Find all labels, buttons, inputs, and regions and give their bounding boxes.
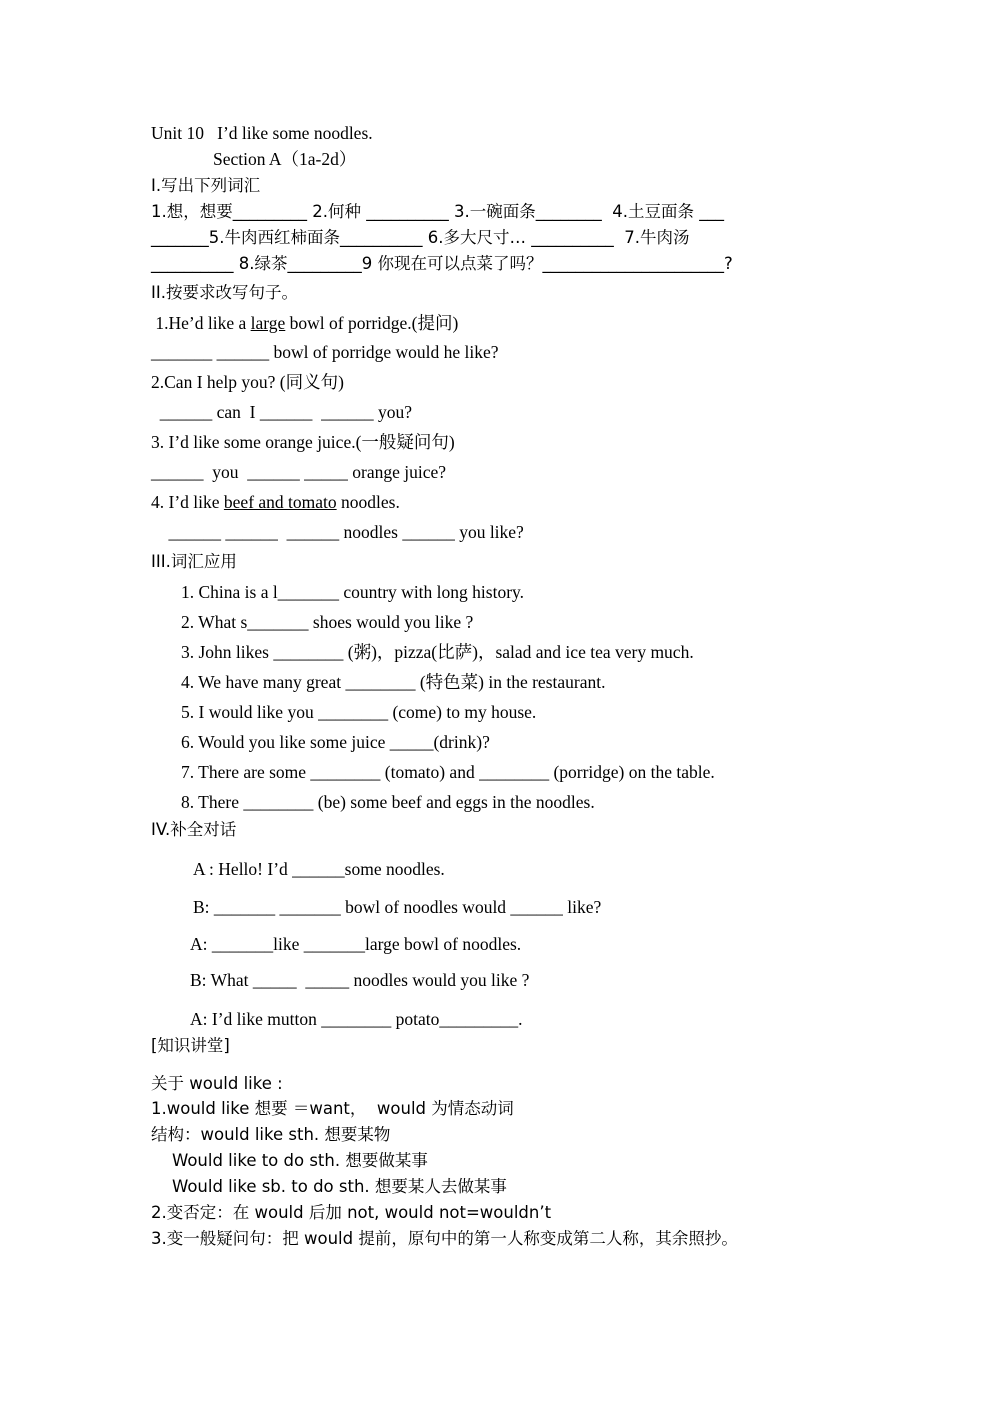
part2-question-4: 4. I’d like beef and tomato noodles. — [151, 492, 400, 512]
dialogue-line: A: _______like _______large bowl of noodles. — [190, 934, 522, 954]
knowledge-line: Would like sb. to do sth. 想要某人去做某事 — [151, 1177, 507, 1196]
part2-question-1: 1.He’d like a large bowl of porridge.(提问) — [151, 313, 459, 333]
part1-line-1: 1.想，想要_________ 2.何种 __________ 3.一碗面条________ 4.土豆面条 ___ — [151, 202, 724, 221]
part2-question-3: 3. I’d like some orange juice.(一般疑问句) — [151, 432, 455, 452]
part3-item: 1. China is a l_______ country with long history. — [181, 582, 525, 602]
knowledge-line: 1.would like 想要 ＝want， would 为情态动词 — [151, 1099, 514, 1118]
dialogue-line: A: I’d like mutton ________ potato_________. — [190, 1009, 523, 1029]
page-title: Unit 10 I’d like some noodles. — [151, 123, 373, 143]
part2-answer-4: ______ ______ ______ noodles ______ you like? — [151, 522, 524, 542]
part1-heading: I.写出下列词汇 — [151, 176, 261, 195]
part4-heading: IV.补全对话 — [151, 820, 237, 839]
part3-item: 6. Would you like some juice _____(drink)? — [181, 732, 490, 752]
knowledge-line: Would like to do sth. 想要做某事 — [151, 1151, 428, 1170]
knowledge-heading: [知识讲堂] — [151, 1036, 230, 1055]
knowledge-line: 3.变一般疑问句：把 would 提前，原句中的第一人称变成第二人称，其余照抄。 — [151, 1229, 738, 1248]
part3-item: 5. I would like you ________ (come) to my house. — [181, 702, 537, 722]
part3-item: 2. What s_______ shoes would you like ? — [181, 612, 474, 632]
part2-answer-1: _______ ______ bowl of porridge would he like? — [151, 342, 499, 362]
part2-answer-3: ______ you ______ _____ orange juice? — [151, 462, 447, 482]
part2-heading: II.按要求改写句子。 — [151, 283, 298, 302]
part3-item: 3. John likes ________ (粥)，pizza(比萨)，salad and ice tea very much. — [181, 642, 694, 662]
part1-line-2: _______5.牛肉西红柿面条__________ 6.多大尺寸… __________ 7.牛肉汤 — [151, 228, 690, 247]
knowledge-line: 关于 would like : — [151, 1074, 283, 1093]
dialogue-line: A : Hello! I’d ______some noodles. — [193, 859, 445, 879]
part2-question-2: 2.Can I help you? (同义句) — [151, 372, 344, 392]
dialogue-line: B: _______ _______ bowl of noodles would ______ like? — [193, 897, 602, 917]
part1-line-3: __________ 8.绿茶_________9 你现在可以点菜了吗？______________________? — [151, 254, 733, 273]
dialogue-line: B: What _____ _____ noodles would you like ? — [190, 970, 530, 990]
part3-item: 7. There are some ________ (tomato) and ________ (porridge) on the table. — [181, 762, 715, 782]
knowledge-line: 2.变否定：在 would 后加 not, would not=wouldn’t — [151, 1203, 552, 1222]
part3-heading: III.词汇应用 — [151, 552, 237, 571]
part2-answer-2: ______ can I ______ ______ you? — [151, 402, 413, 422]
knowledge-line: 结构：would like sth. 想要某物 — [151, 1125, 391, 1144]
part3-item: 8. There ________ (be) some beef and eggs in the noodles. — [181, 792, 595, 812]
part3-item: 4. We have many great ________ (特色菜) in the restaurant. — [181, 672, 606, 692]
section-title: Section A（1a-2d） — [213, 149, 357, 169]
